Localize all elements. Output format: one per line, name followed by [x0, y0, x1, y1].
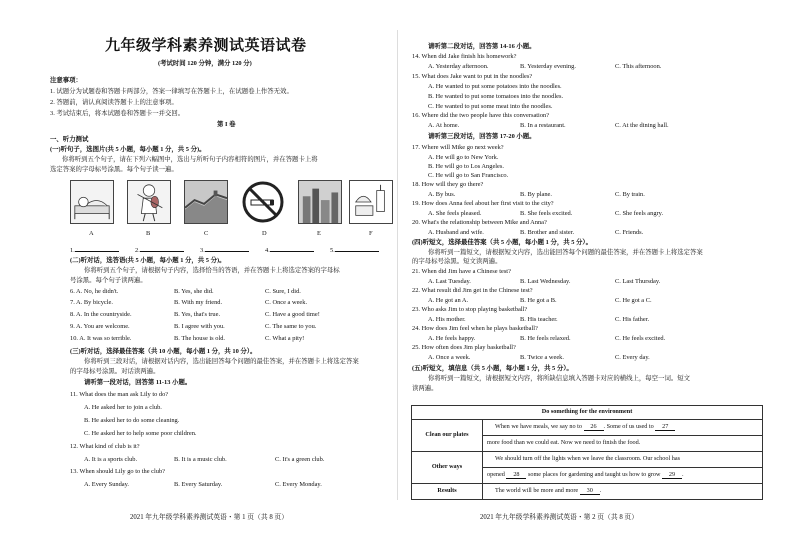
- q18-option-b: B. By plane.: [520, 191, 552, 198]
- food-and-drink-icon: [349, 180, 393, 224]
- blank-26[interactable]: 26: [584, 424, 604, 431]
- q19-option-c: C. She feels angry.: [615, 210, 664, 217]
- part3-instruction-1: 你将听到三段对话，请根据对话内容，选出能回答每个问题的最佳答案，并在答题卡上将选定答案: [84, 358, 359, 365]
- q18-option-a: A. By bus.: [428, 191, 456, 198]
- part4-instruction-2: 的字母标号涂黑。短文读两遍。: [412, 258, 502, 265]
- pic-letter-f: F: [369, 230, 373, 237]
- q19-option-b: B. She feels excited.: [520, 210, 573, 217]
- q13-option-b: B. Every Saturday.: [174, 481, 223, 488]
- q16-option-a: A. At home.: [428, 122, 460, 129]
- question-16: 16. Where did the two people have this conversation?: [412, 112, 550, 119]
- notice-1: 1. 试题分为试题卷和答题卡两部分，答案一律填写在答题卡上，在试题卷上作答无效。: [50, 88, 293, 95]
- page-1: 九年级学科素养测试英语试卷 (考试时间 120 分钟，满分 120 分) 注意事项： 1. 试题分为试题卷和答题卡两部分，答案一律填写在答题卡上，在试题卷上作答无效。 2. 答题前，请认真阅读答题卡上的注意事项。 3. 考试结束后，将本试题卷和答题卡一并交回。 第 I 卷 一、听力测试 (一)听句子，选图片(共 5 小题，每小题 1 分，共 5 分)。 你将听到五个句子，请在下列六幅图中，选出与所听句子内容相符的图片，并在答题卡上将 选定答案的字母标号涂黑。每个句子读一遍。 A B C D E F 1. 2. 3. 4. 5. (二)听对话，选答语(共 5 小题，每小题 1 分，共 5 分)。 你将听到五个句子，请根据句子内容，选择恰当的答语，并在答题卡上将选定答案的字母标 号涂黑。每个句子读两遍。 6. A. No, he didn't. B. Yes, she did. C. Sure, I did. 7. A. By bicycle. B. With my friend. C. Once a week. 8. A. In the countryside. B. Yes, that's true. C. Have a good time! 9. A. You are welcome. B. I agree with you. C. The same to you. 10. A. It was so terrible. B. The house is old. C. What a pity! (三)听对话，选择最佳答案（共 10 小题，每小题 1 分，共 10 分）。 你将听到三段对话，请根据对话内容，选出能回答每个问题的最佳答案，并在答题卡上将选定答案 的字母标号涂黑。对话读两遍。 请听第一段对话，回答第 11-13 小题。 11. What does the man ask Lily to do? A. He asked her to join a club. B. He asked her to do some cleaning. C. He asked her to help some poor children. 12. What kind of club is it? A. It is a sports club. B. It is a music club. C. It's a green club. 13. When should Lily go to the club? A. Every Sunday. B. Every Saturday. C. Every Monday. 2021 年九年级学科素养测试英语・第 1 页（共 8 页）: [0, 0, 397, 550]
- third-dialog-label: 请听第三段对话，回答第 17-20 小题。: [428, 133, 536, 140]
- q16-option-c: C. At the dining hall.: [615, 122, 669, 129]
- blank-28[interactable]: 28: [506, 472, 526, 479]
- table-row-clean-plates: [412, 420, 763, 436]
- q22-option-a: A. He got an A.: [428, 297, 469, 304]
- part5-heading: (五)听短文，填信息（共 5 小题，每小题 1 分，共 5 分）。: [412, 365, 573, 372]
- no-smoking-icon: [241, 180, 285, 224]
- row2-line2: opened 28 some places for gardening and taught us how to grow 29 .: [483, 468, 763, 484]
- q17-option-c: C. He will go to San Francisco.: [428, 172, 509, 179]
- part1-heading: (一)听句子，选图片(共 5 小题，每小题 1 分，共 5 分)。: [50, 146, 206, 153]
- row-label-clean-plates: Clean our plates: [412, 420, 483, 452]
- table-title: Do something for the environment: [412, 406, 763, 420]
- sick-in-bed-icon: [70, 180, 114, 224]
- q21-option-c: C. Last Thursday.: [615, 278, 661, 285]
- q12-option-a: A. It is a sports club.: [84, 456, 138, 463]
- part1-instruction-2: 选定答案的字母标号涂黑。每个句子读一遍。: [50, 166, 178, 173]
- q21-option-a: A. Last Tuesday.: [428, 278, 471, 285]
- part3-instruction-2: 的字母标号涂黑。对话读两遍。: [70, 368, 160, 375]
- question-23: 23. Who asks Jim to stop playing basketball?: [412, 306, 528, 313]
- q13-option-a: A. Every Sunday.: [84, 481, 130, 488]
- table-row-other-ways: [412, 452, 763, 468]
- q15-option-b: B. He wanted to put some tomatoes into the noodles.: [428, 93, 564, 100]
- part3-first-dialog: 请听第一段对话，回答第 11-13 小题。: [84, 379, 192, 386]
- volume-label: 第 I 卷: [217, 121, 236, 128]
- part2-heading: (二)听对话，选答语(共 5 小题，每小题 1 分，共 5 分)。: [70, 257, 226, 264]
- question-13: 13. When should Lily go to the club?: [70, 468, 166, 475]
- q12-option-b: B. It is a music club.: [174, 456, 227, 463]
- q14-option-a: A. Yesterday afternoon.: [428, 63, 489, 70]
- city-buildings-icon: [298, 180, 342, 224]
- question-21: 21. When did Jim have a Chinese test?: [412, 268, 511, 275]
- q22-option-c: C. He got a C.: [615, 297, 652, 304]
- blank-29[interactable]: 29: [662, 472, 682, 479]
- question-12: 12. What kind of club is it?: [70, 443, 140, 450]
- part2-instruction-1: 你将听到五个句子，请根据句子内容，选择恰当的答语，并在答题卡上将选定答案的字母标: [84, 267, 340, 274]
- q24-option-c: C. He feels excited.: [615, 335, 666, 342]
- second-dialog-label: 请听第二段对话，回答第 14-16 小题。: [428, 43, 536, 50]
- row-label-other-ways: Other ways: [412, 452, 483, 484]
- q25-option-b: B. Twice a week.: [520, 354, 564, 361]
- q14-option-c: C. This afternoon.: [615, 63, 662, 70]
- question-24: 24. How does Jim feel when he plays basketball?: [412, 325, 538, 332]
- q11-option-a: A. He asked her to join a club.: [84, 404, 162, 411]
- q25-option-a: A. Once a week.: [428, 354, 471, 361]
- q14-option-b: B. Yesterday evening.: [520, 63, 576, 70]
- notice-3: 3. 考试结束后，将本试题卷和答题卡一并交回。: [50, 110, 185, 117]
- answer-blank-5: 5.: [330, 245, 379, 254]
- great-wall-icon: [184, 180, 228, 224]
- violin-player-icon: [127, 180, 171, 224]
- page-footer-2: 2021 年九年级学科素养测试英语・第 2 页（共 8 页）: [480, 514, 639, 521]
- q24-option-b: B. He feels relaxed.: [520, 335, 571, 342]
- part2-instruction-2: 号涂黑。每个句子读两遍。: [70, 277, 147, 284]
- row2-line1: We should turn off the lights when we leave the classroom. Our school has: [483, 452, 763, 468]
- question-25: 25. How often does Jim play basketball?: [412, 344, 516, 351]
- row1-line1: When we have meals, we say no to 26 . Some of us used to 27: [483, 420, 763, 436]
- q23-option-b: B. His teacher.: [520, 316, 558, 323]
- blank-27[interactable]: 27: [655, 424, 675, 431]
- blank-30[interactable]: 30: [580, 488, 600, 495]
- environment-table: [411, 405, 763, 500]
- part5-instruction-1: 你将听到一篇短文，请根据短文内容，将所缺信息填入答题卡对应的横线上，每空一词。短文: [428, 375, 691, 382]
- part1-instruction-1: 你将听到五个句子，请在下列六幅图中，选出与所听句子内容相符的图片，并在答题卡上将: [62, 156, 318, 163]
- q15-option-a: A. He wanted to put some potatoes into the noodles.: [428, 83, 562, 90]
- part3-heading: (三)听对话，选择最佳答案（共 10 小题，每小题 1 分，共 10 分）。: [70, 348, 257, 355]
- part5-instruction-2: 读两遍。: [412, 385, 438, 392]
- part4-instruction-1: 你将听到一篇短文，请根据短文内容，选出能回答每个问题的最佳答案，并在答题卡上将选定答案: [428, 249, 703, 256]
- question-22: 22. What result did Jim get in the Chinese test?: [412, 287, 533, 294]
- q20-option-c: C. Friends.: [615, 229, 644, 236]
- q17-option-a: A. He will go to New York.: [428, 154, 499, 161]
- q22-option-b: B. He got a B.: [520, 297, 557, 304]
- q23-option-a: A. His mother.: [428, 316, 466, 323]
- question-19: 19. How does Anna feel about her first visit to the city?: [412, 200, 554, 207]
- pic-letter-c: C: [204, 230, 209, 237]
- q19-option-a: A. She feels pleased.: [428, 210, 482, 217]
- table-row-results: [412, 484, 763, 500]
- question-18: 18. How will they go there?: [412, 181, 484, 188]
- section-listening: 一、听力测试: [50, 136, 89, 143]
- question-20: 20. What's the relationship between Mike and Anna?: [412, 219, 547, 226]
- q24-option-a: A. He feels happy.: [428, 335, 476, 342]
- question-17: 17. Where will Mike go next week?: [412, 144, 504, 151]
- exam-title: 九年级学科素养测试英语试卷: [105, 36, 307, 54]
- q15-option-c: C. He wanted to put some meat into the noodles.: [428, 103, 553, 110]
- row-label-results: Results: [412, 484, 483, 500]
- part4-heading: (四)听短文，选择最佳答案（共 5 小题，每小题 1 分，共 5 分）。: [412, 239, 592, 246]
- q18-option-c: C. By train.: [615, 191, 645, 198]
- q17-option-b: B. He will go to Los Angeles.: [428, 163, 504, 170]
- answer-blank-3: 3.: [200, 245, 249, 254]
- q11-option-b: B. He asked her to do some cleaning.: [84, 417, 180, 424]
- answer-blank-2: 2.: [135, 245, 184, 254]
- question-14: 14. When did Jake finish his homework?: [412, 53, 517, 60]
- q23-option-c: C. His father.: [615, 316, 650, 323]
- q20-option-a: A. Husband and wife.: [428, 229, 484, 236]
- q16-option-b: B. In a restaurant.: [520, 122, 566, 129]
- pic-letter-b: B: [146, 230, 151, 237]
- row3-text: The world will be more and more 30 .: [483, 484, 763, 500]
- answer-blank-4: 4.: [265, 245, 314, 254]
- question-15: 15. What does Jake want to put in the noodles?: [412, 73, 533, 80]
- q25-option-c: C. Every day.: [615, 354, 650, 361]
- q21-option-b: B. Last Wednesday.: [520, 278, 571, 285]
- question-11: 11. What does the man ask Lily to do?: [70, 391, 169, 398]
- q13-option-c: C. Every Monday.: [275, 481, 322, 488]
- exam-subtitle: (考试时间 120 分钟，满分 120 分): [158, 60, 252, 67]
- notice-2: 2. 答题前，请认真阅读答题卡上的注意事项。: [50, 99, 178, 106]
- table-title-row: [412, 406, 763, 420]
- answer-blank-1: 1.: [70, 245, 119, 254]
- row1-line2: more food than we could eat. Now we need to finish the food.: [483, 436, 763, 452]
- page-footer-1: 2021 年九年级学科素养测试英语・第 1 页（共 8 页）: [130, 514, 289, 521]
- pic-letter-e: E: [317, 230, 321, 237]
- q12-option-c: C. It's a green club.: [275, 456, 325, 463]
- pic-letter-d: D: [262, 230, 267, 237]
- q11-option-c: C. He asked her to help some poor children.: [84, 430, 197, 437]
- notice-heading: 注意事项：: [50, 77, 82, 84]
- pic-letter-a: A: [89, 230, 94, 237]
- q20-option-b: B. Brother and sister.: [520, 229, 575, 236]
